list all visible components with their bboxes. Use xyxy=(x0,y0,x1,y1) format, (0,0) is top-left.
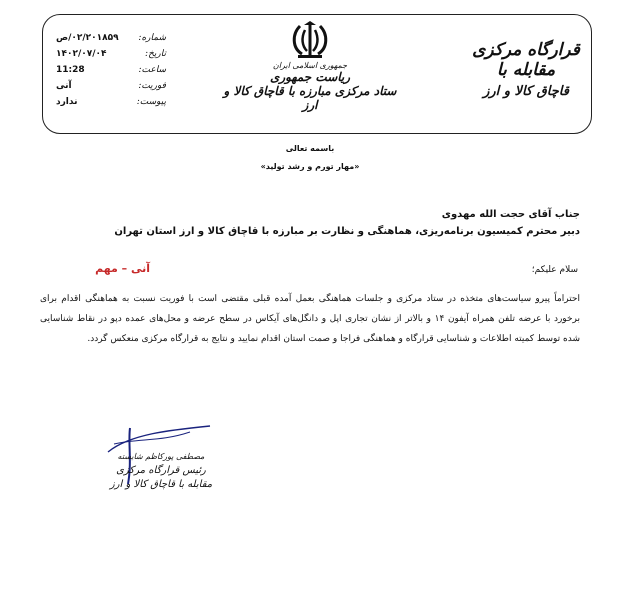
recipient xyxy=(114,206,580,240)
urgency-label: آنی – مهم xyxy=(95,262,150,275)
emblem-line1: جمهوری اسلامی ایران xyxy=(272,61,348,70)
meta-priority xyxy=(56,78,166,94)
attachment-value: ندارد xyxy=(56,97,78,107)
priority-label: فوریت: xyxy=(138,81,166,91)
recipient-title: دبیر محترم کمیسیون برنامه‌ریزی، هماهنگی و نظارت بر مبارزه با قاچاق کالا و ارز استان تهران xyxy=(114,226,580,237)
slogan: «مهار تورم و رشد تولید» xyxy=(260,162,360,171)
emblem-block xyxy=(220,20,400,112)
org-name-line2: قاچاق کالا و ارز xyxy=(483,84,569,99)
greeting: سلام علیکم؛ xyxy=(531,265,578,275)
date-label: تاریخ: xyxy=(145,49,166,59)
recipient-name: جناب آقای حجت الله مهدوی xyxy=(441,209,580,220)
org-name-line1: قرارگاه مرکزی مقابله با xyxy=(472,40,580,80)
organization-name xyxy=(456,40,596,99)
meta-date xyxy=(56,46,166,62)
meta-attachment xyxy=(56,94,166,110)
attachment-label: پیوست: xyxy=(136,97,166,107)
meta-time xyxy=(56,62,166,78)
meta-number xyxy=(56,30,166,46)
letter-metadata xyxy=(56,30,166,110)
signature-text xyxy=(106,450,216,492)
time-value: 11:28 xyxy=(56,65,85,75)
priority-value: آنی xyxy=(56,81,72,91)
date-value: ۱۴۰۲/۰۷/۰۴ xyxy=(56,49,107,59)
bismillah: باسمه تعالی xyxy=(285,144,335,153)
number-value: ۰۲/۲۰۱۸۵۹/ص xyxy=(56,33,119,43)
time-label: ساعت: xyxy=(138,65,166,75)
signatory-title-line2: مقابله با قاچاق کالا و ارز xyxy=(109,479,213,490)
number-label: شماره: xyxy=(138,33,166,43)
signatory-title-line1: رئیس قرارگاه مرکزی xyxy=(116,465,206,476)
emblem-line3: ستاد مرکزی مبارزه با قاچاق کالا و ارز xyxy=(223,84,397,112)
signature-block xyxy=(100,422,240,522)
iran-emblem-icon xyxy=(288,20,332,60)
emblem-line2: ریاست جمهوری xyxy=(269,70,351,84)
signatory-name: مصطفی پورکاظم شایسته xyxy=(117,452,205,461)
letter-body: احتراماً پیرو سیاست‌های متخذه در ستاد مرکزی و جلسات هماهنگی بعمل آمده قبلی مقتضی است با فوریت نسبت به هماهنگی اقدام برای برخورد با عرضه تلفن همراه آیفون ۱۴ و بالاتر از نشان تجاری اپل و دانگل‌های آیکاس در سطح عرضه و محل‌های عمده دپو در نقاط شناسایی شده توسط کمیته اطلاعات و شناسایی قرارگاه و هماهنگی فراجا و صمت استان اقدام نمایید و نتایج به قرارگاه مرکزی منعکس گردد. xyxy=(40,294,580,344)
